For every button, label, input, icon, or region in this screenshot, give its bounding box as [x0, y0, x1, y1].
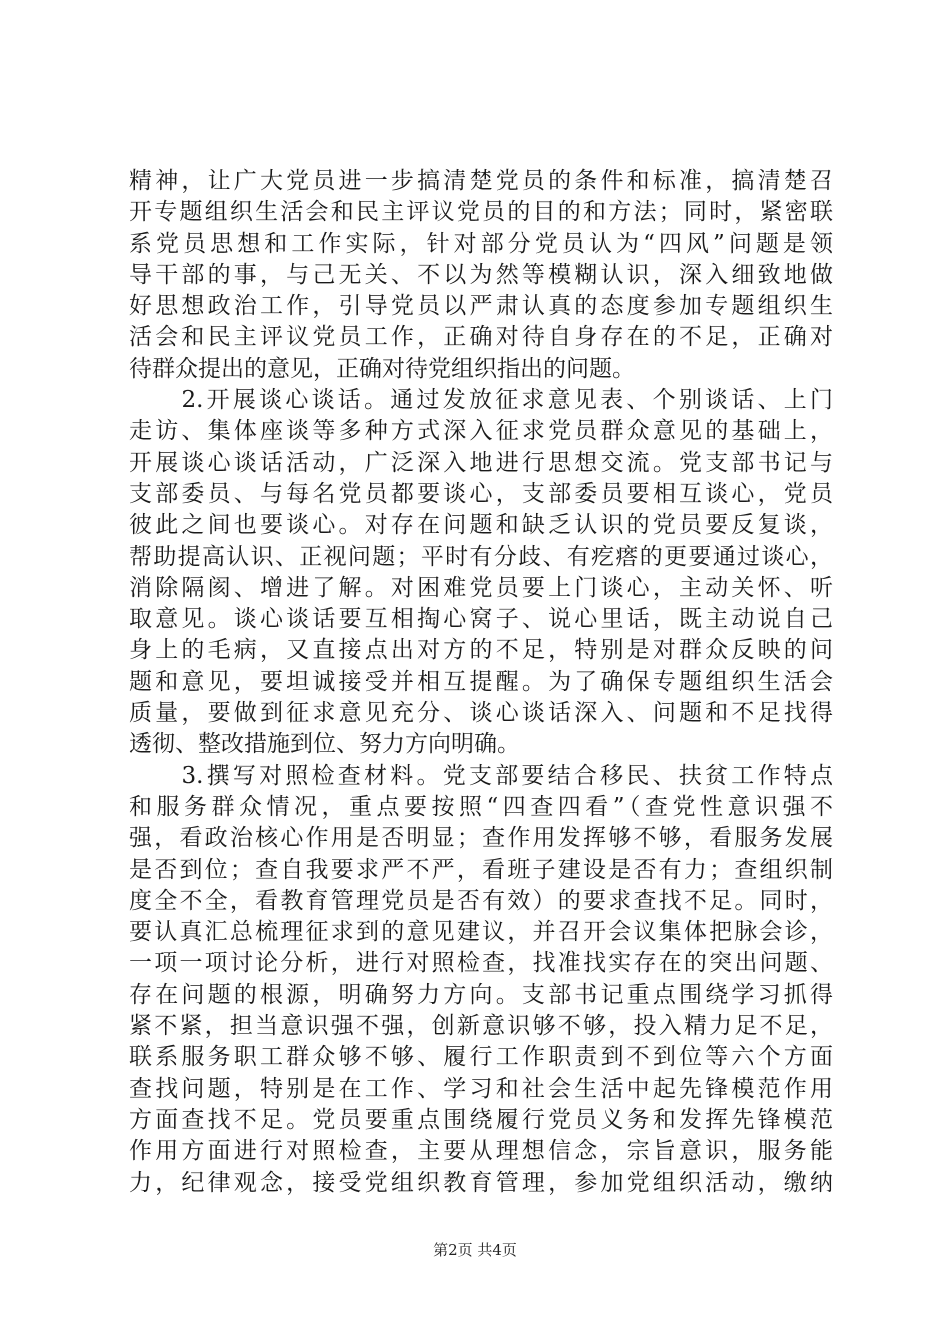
- text-line: 3.撰写对照检查材料。党支部要结合移民、扶贫工作特点: [129, 762, 833, 789]
- text-line: 查找问题，特别是在工作、学习和社会生活中起先锋模范作用: [129, 1075, 833, 1102]
- text-line: 支部委员、与每名党员都要谈心，支部委员要相互谈心，党员: [129, 480, 833, 507]
- page-footer: [0, 1240, 950, 1260]
- text-line: 质量，要做到征求意见充分、谈心谈话深入、问题和不足找得: [129, 700, 833, 727]
- text-line: 待群众提出的意见，正确对待党组织指出的问题。: [129, 355, 635, 382]
- text-line: 是否到位；查自我要求严不严，看班子建设是否有力；查组织制: [129, 856, 833, 883]
- text-line: 存在问题的根源，明确努力方向。支部书记重点围绕学习抓得: [129, 981, 833, 1008]
- document-body: [129, 166, 833, 1199]
- text-line: 作用方面进行对照检查，主要从理想信念，宗旨意识，服务能: [129, 1138, 833, 1165]
- text-line: 透彻、整改措施到位、努力方向明确。: [129, 731, 520, 758]
- text-line: 度全不全，看教育管理党员是否有效）的要求查找不足。同时，: [129, 887, 833, 914]
- text-line: 彼此之间也要谈心。对存在问题和缺乏认识的党员要反复谈，: [129, 512, 833, 539]
- text-line: 活会和民主评议党员工作，正确对待自身存在的不足，正确对: [129, 324, 833, 351]
- text-line: 帮助提高认识、正视问题；平时有分歧、有疙瘩的更要通过谈心，: [129, 543, 833, 570]
- text-line: 方面查找不足。党员要重点围绕履行党员义务和发挥先锋模范: [129, 1106, 833, 1133]
- text-line: 力，纪律观念，接受党组织教育管理，参加党组织活动，缴纳: [129, 1169, 833, 1196]
- text-line: 要认真汇总梳理征求到的意见建议，并召开会议集体把脉会诊，: [129, 919, 833, 946]
- text-line: 和服务群众情况，重点要按照“四查四看”（查党性意识强不: [129, 793, 833, 820]
- text-line: 走访、集体座谈等多种方式深入征求党员群众意见的基础上，: [129, 418, 833, 445]
- text-line: 开专题组织生活会和民主评议党员的目的和方法；同时，紧密联: [129, 199, 833, 226]
- text-line: 开展谈心谈话活动，广泛深入地进行思想交流。党支部书记与: [129, 449, 833, 476]
- text-line: 强，看政治核心作用是否明显；查作用发挥够不够，看服务发展: [129, 825, 833, 852]
- text-line: 消除隔阂、增进了解。对困难党员要上门谈心，主动关怀、听: [129, 574, 833, 601]
- text-line: 好思想政治工作，引导党员以严肃认真的态度参加专题组织生: [129, 293, 833, 320]
- page-number-label: 第2页 共4页: [433, 1241, 517, 1259]
- text-line: 取意见。谈心谈话要互相掏心窝子、说心里话，既主动说自己: [129, 606, 833, 633]
- text-line: 精神，让广大党员进一步搞清楚党员的条件和标准，搞清楚召: [129, 168, 833, 194]
- text-line: 题和意见，要坦诚接受并相互提醒。为了确保专题组织生活会: [129, 668, 833, 695]
- text-line: 导干部的事，与己无关、不以为然等模糊认识，深入细致地做: [129, 261, 833, 288]
- text-line: 2.开展谈心谈话。通过发放征求意见表、个别谈话、上门: [129, 387, 833, 414]
- text-line: 系党员思想和工作实际，针对部分党员认为“四风”问题是领: [129, 230, 833, 257]
- text-line: 身上的毛病，又直接点出对方的不足，特别是对群众反映的问: [129, 637, 833, 664]
- text-line: 紧不紧，担当意识强不强，创新意识够不够，投入精力足不足，: [129, 1013, 833, 1040]
- text-line: 联系服务职工群众够不够、履行工作职责到不到位等六个方面: [129, 1044, 833, 1071]
- text-line: 一项一项讨论分析，进行对照检查，找准找实存在的突出问题、: [129, 950, 833, 977]
